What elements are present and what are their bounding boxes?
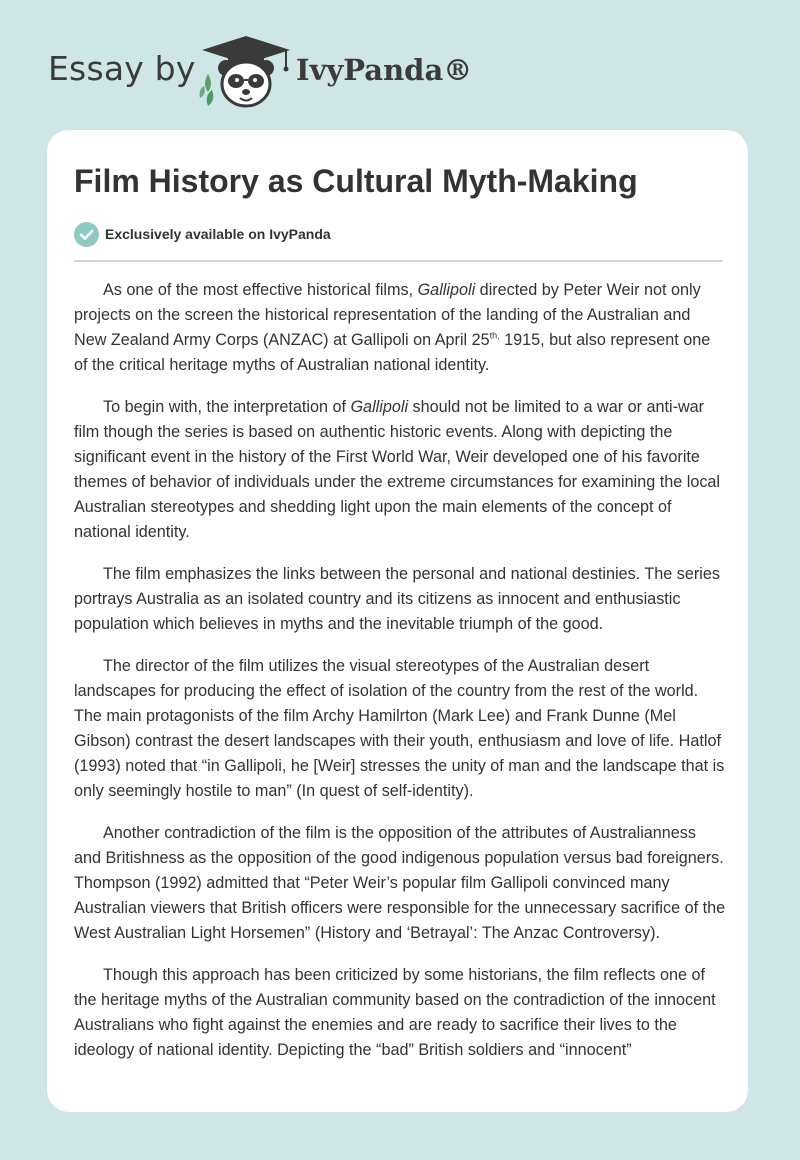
paragraph: The director of the film utilizes the visual stereotypes of the Australian desert landscapes for producing the effect of isolation of the country from the rest of the world. The main protagonists of the film Archy Hamilrton (Mark Lee) and Frank Dunne (Mel Gibson) contrast the desert landscapes with their youth, enthusiasm and love of life. Hatlof (1993) noted that “in Gallipoli, he [Weir] stresses the unity of man and the landscape that is only seemingly hostile to man” (In quest of self-identity). (74, 657, 725, 800)
exclusive-badge-text: Exclusively available on IvyPanda (105, 226, 331, 242)
film-title: Gallipoli (417, 281, 476, 299)
essay-card (47, 130, 748, 1112)
check-circle-icon (74, 222, 99, 247)
paragraph: Though this approach has been criticized by some historians, the film reflects one of the heritage myths of the Australian community based on the contradiction of the innocent Australians who fight against the enemies and are ready to sacrifice their lives to the ideology of national identity. Depicting the “bad” British soldiers and “innocent” (74, 966, 716, 1059)
brand-prefix: Essay by (48, 49, 196, 88)
ivypanda-logo-icon[interactable] (198, 34, 294, 110)
paragraph: As one of the most effective historical films, Gallipoli directed by Peter Weir not only projects on the screen the historical representation of the landing of the Australian and New Zealand Army Corps (ANZAC) at Gallipoli on April $25^{th,}$ 1915, but also represent one of the critical heritage myths of Australian national identity. (74, 281, 711, 374)
paragraph: To begin with, the interpretation of Gallipoli should not be limited to a war or anti-war film though the series is based on authentic historic events. Along with depicting the significant event in the history of the First World War, Weir developed one of his favorite themes of behavior of individuals under the extreme circumstances for examining the local Australian stereotypes and shedding light upon the main elements of the concept of national identity. (74, 398, 721, 541)
page-title: Film History as Cultural Myth-Making (74, 163, 638, 199)
paragraph: The film emphasizes the links between the personal and national destinies. The series portrays Australia as an isolated country and its citizens as innocent and enthusiastic population which believes in myths and the inevitable triumph of the good. (74, 565, 720, 633)
site-header (0, 0, 800, 128)
title-divider (74, 260, 723, 262)
film-title: Gallipoli (350, 398, 409, 416)
paragraph: Another contradiction of the film is the opposition of the attributes of Australianness and Britishness as the opposition of the good indigenous population versus bad foreigners. Thompson (1992) admitted that “Peter Weir’s popular film Gallipoli convinced many Australian viewers that British officers were responsible for the unnecessary sacrifice of the West Australian Light Horsemen” (History and ‘Betrayal’: The Anzac Controversy). (74, 824, 726, 942)
brand-name[interactable]: IvyPanda® (296, 53, 473, 87)
essay-body (74, 278, 726, 1080)
exclusive-badge (74, 221, 331, 247)
